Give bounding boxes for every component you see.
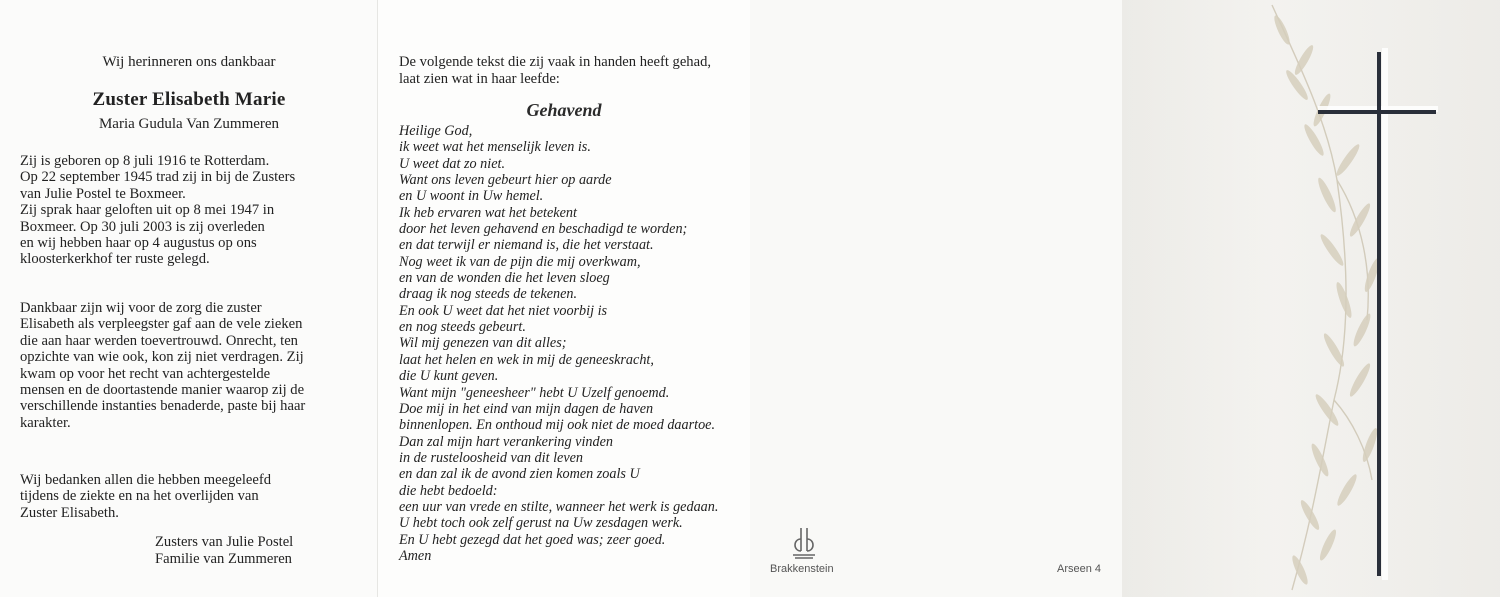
text-line: laat zien wat in haar leefde: bbox=[399, 71, 560, 87]
poem-line: binnenlopen. En onthoud mij ook niet de moed daartoe. bbox=[399, 417, 716, 434]
poem-line: U weet dat zo niet. bbox=[399, 155, 505, 172]
signer: Familie van Zummeren bbox=[155, 551, 292, 567]
poem-line: en dat terwijl er niemand is, die het verstaat. bbox=[399, 237, 654, 254]
back-panel bbox=[750, 0, 1122, 597]
text-line: kwam op voor het recht van achtergestelde bbox=[20, 365, 271, 382]
signers bbox=[155, 534, 293, 568]
text-line: die aan haar werden toevertrouwd. Onrecht, ten bbox=[20, 332, 298, 349]
text-line: karakter. bbox=[20, 414, 71, 431]
text-line: Zuster Elisabeth. bbox=[20, 504, 119, 521]
poem-line: en dan zal ik de avond zien komen zoals U bbox=[399, 466, 640, 483]
birth-name: Maria Gudula Van Zummeren bbox=[98, 116, 280, 132]
poem-line: en nog steeds gebeurt. bbox=[399, 319, 526, 336]
poem-line: Wil mij genezen van dit alles; bbox=[399, 335, 567, 352]
poem-text bbox=[399, 123, 718, 564]
left-panel bbox=[0, 0, 378, 597]
poem-line: laat het helen en wek in mij de geneeskracht, bbox=[399, 351, 654, 368]
text-line: Elisabeth als verpleegster gaf aan de vele zieken bbox=[20, 316, 303, 333]
text-line: Boxmeer. Op 30 juli 2003 is zij overleden bbox=[20, 218, 265, 235]
text-line: opzichte van wie ook, kon zij niet verdragen. Zij bbox=[20, 349, 304, 366]
poem-line: Want ons leven gebeurt hier op aarde bbox=[399, 172, 612, 189]
poem-line: En U hebt gezegd dat het goed was; zeer goed. bbox=[399, 531, 666, 548]
middle-panel bbox=[378, 0, 750, 597]
poem-line: die hebt bedoeld: bbox=[399, 482, 498, 499]
poem-line: door het leven gehavend en beschadigd te worden; bbox=[399, 221, 688, 238]
text-line: tijdens de ziekte en na het overlijden van bbox=[20, 488, 259, 505]
text-line: kloosterkerkhof ter ruste gelegd. bbox=[20, 251, 210, 268]
poem-title: Gehavend bbox=[526, 100, 602, 120]
poem-line: in de rusteloosheid van dit leven bbox=[399, 449, 584, 466]
text-line: Zij is geboren op 8 juli 1916 te Rotterdam. bbox=[20, 153, 270, 169]
front-panel bbox=[1122, 0, 1500, 597]
text-line: van Julie Postel te Boxmeer. bbox=[20, 185, 186, 202]
publisher-logo-icon bbox=[789, 525, 819, 561]
publisher-name: Brakkenstein bbox=[770, 563, 834, 575]
poem-line: Heilige God, bbox=[399, 123, 473, 139]
poem-line: Ik heb ervaren wat het betekent bbox=[399, 204, 577, 221]
text-line: en wij hebben haar op 4 augustus op ons bbox=[20, 235, 257, 252]
poem-line: en U woont in Uw hemel. bbox=[399, 188, 544, 205]
cross-with-willow-branch-icon bbox=[1122, 0, 1500, 597]
card-code: Arseen 4 bbox=[1057, 563, 1102, 575]
poem-line: Nog weet ik van de pijn die mij overkwam, bbox=[399, 253, 641, 270]
thanks-paragraph bbox=[20, 472, 342, 521]
poem-line: een uur van vrede en stilte, wanneer het werk is gedaan. bbox=[399, 498, 719, 515]
poem-line: die U kunt geven. bbox=[399, 368, 499, 385]
signer: Zusters van Julie Postel bbox=[155, 534, 294, 550]
text-line: Zij sprak haar geloften uit op 8 mei 1947 in bbox=[20, 202, 275, 219]
text-line: mensen en de doortastende manier waarop zij de bbox=[20, 382, 305, 399]
poem-line: En ook U weet dat het niet voorbij is bbox=[399, 302, 608, 319]
text-line: De volgende tekst die zij vaak in handen heeft gehad, bbox=[399, 54, 712, 70]
poem-line: U hebt toch ook zelf gerust na Uw zesdagen werk. bbox=[399, 515, 683, 532]
text-line: Dankbaar zijn wij voor de zorg die zuster bbox=[20, 300, 262, 316]
text-line: verschillende instanties benaderde, paste bij haar bbox=[20, 398, 306, 415]
biography-paragraph bbox=[20, 153, 342, 268]
gratitude-paragraph bbox=[20, 300, 342, 431]
intro-text: Wij herinneren ons dankbaar bbox=[102, 54, 276, 70]
poem-line: ik weet wat het menselijk leven is. bbox=[399, 139, 591, 156]
poem-line: Dan zal mijn hart verankering vinden bbox=[399, 433, 613, 450]
poem-line: Doe mij in het eind van mijn dagen de haven bbox=[399, 400, 654, 417]
text-line: Wij bedanken allen die hebben meegeleefd bbox=[20, 472, 272, 488]
poem-line: en van de wonden die het leven sloeg bbox=[399, 270, 610, 287]
poem-intro bbox=[399, 54, 711, 88]
poem-line: Want mijn "geneesheer" hebt U Uzelf genoemd. bbox=[399, 384, 670, 401]
text-line: Op 22 september 1945 trad zij in bij de Zusters bbox=[20, 169, 296, 186]
poem-line: draag ik nog steeds de tekenen. bbox=[399, 286, 578, 303]
deceased-name: Zuster Elisabeth Marie bbox=[92, 89, 286, 110]
poem-line: Amen bbox=[399, 547, 432, 564]
